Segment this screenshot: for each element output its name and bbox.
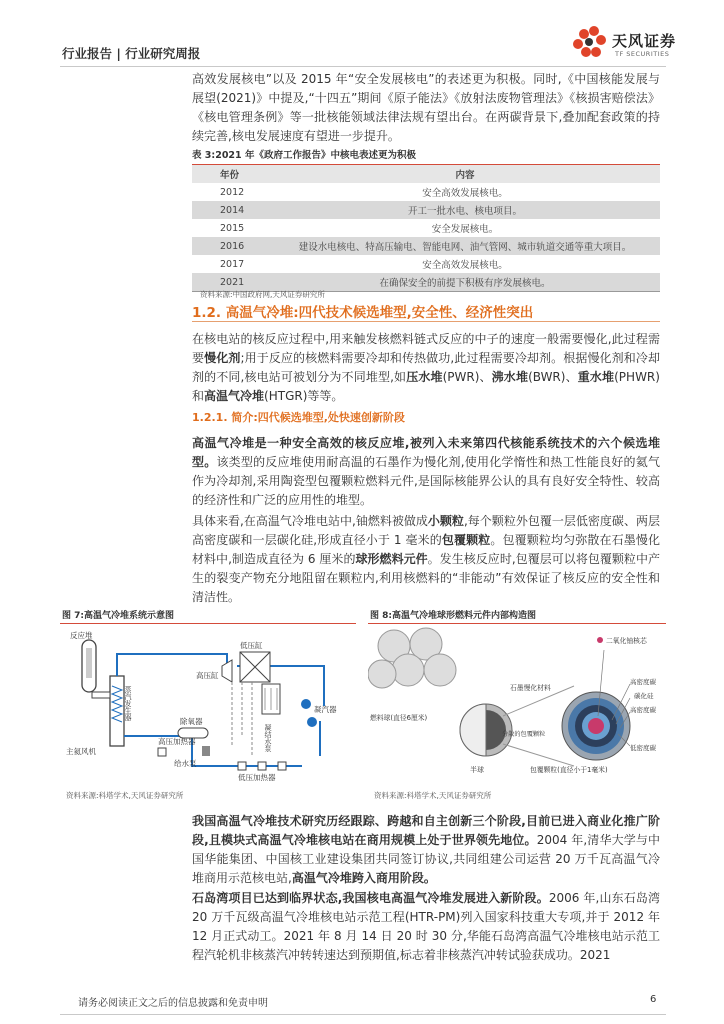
label-fuel-sphere: 燃料球(直径6厘米) — [370, 714, 428, 722]
logo-petal-6 — [591, 47, 601, 57]
figure-7-caption-line — [60, 623, 356, 624]
section-paragraph: 在核电站的核反应过程中,用来触发核燃料链式反应的中子的速度一般需要慢化,此过程需要慢化剂;用于反应的核燃料需要冷却和传热做功,此过程需要冷却剂。根据慢化剂和冷却剂的不同,核电站可被划分为不同堆型,如压水堆(PWR)、沸水堆(BWR)、重水堆(PHWR)和高温气冷堆(HTGR)等等。 — [192, 332, 660, 403]
kernel-key-icon — [597, 637, 603, 643]
label-sic: 碳化硅 — [634, 692, 654, 700]
table-cell-year: 2021 — [192, 273, 270, 292]
table-cell-year: 2012 — [220, 186, 245, 198]
label-feed-pump: 给水泵 — [174, 759, 197, 768]
logo-petal-4 — [573, 39, 583, 49]
lp-heater-box-2 — [258, 762, 266, 770]
subsection-heading: 1.2.1. 简介:四代候选堆型,处快速创新阶段 — [192, 411, 405, 424]
label-high-density-carbon: 高密度碳 — [630, 678, 656, 686]
subsection-paragraph-2: 具体来看,在高温气冷堆电站中,铀燃料被做成小颗粒,每个颗粒外包覆一层低密度碳、两层高密度碳和一层碳化硅,形成直径小于 1 毫米的包覆颗粒。包覆颗粒均匀弥散在石墨慢化材料中,制造成直径为 6 厘米的球形燃料元件。发生核反应时,包覆层可以将包覆颗粒中产生的裂变产物充分地阻留在颗粒内,利用核燃料的“非能动”有效保证了核反应的安全性和清洁性。 — [192, 514, 660, 604]
label-high-density-carbon-2: 高密度碳 — [630, 706, 656, 714]
label-coated-particle: 包覆颗粒(直径小于1毫米) — [530, 766, 608, 774]
table-cell-content: 建设水电核电、特高压输电、智能电网、油气管网、城市轨道交通等重大项目。 — [270, 237, 660, 255]
label-uo2-kernel: 二氧化铀核芯 — [606, 637, 647, 645]
footer-disclaimer: 请务必阅读正文之后的信息披露和免责申明 — [78, 998, 268, 1009]
label-hp-heater: 高压加热器 — [158, 737, 196, 746]
label-hp-cylinder: 高压缸 — [196, 671, 219, 680]
figure-8-diagram — [368, 626, 666, 786]
table-row — [192, 255, 660, 273]
table-cell-content: 安全高效发展核电。 — [422, 188, 508, 199]
extraction-lines — [232, 682, 252, 756]
report-type-title: 行业报告 | 行业研究周报 — [62, 46, 201, 61]
logo-text-en: TF SECURITIES — [615, 50, 670, 58]
table-row — [192, 237, 660, 255]
intro-paragraph: 高效发展核电”以及 2015 年“安全发展核电”的表述更为积极。同时,《中国核能发展与展望(2021)》中提及,“十四五”期间《原子能法》《放射法废物管理法》《核损害赔偿法》《核电管理条例》等一批核能领域法律法规有望出台。在两碳背景下,叠加配套政策的持续完善,核电发展速度有望进一步提升。 — [192, 72, 660, 143]
fuel-sphere-3 — [392, 654, 424, 686]
page-number: 6 — [650, 994, 657, 1005]
fuel-sphere-5 — [368, 660, 396, 688]
table-caption: 表 3:2021 年《政府工作报告》中核电表述更为积极 — [192, 150, 416, 161]
main-blower-duct — [92, 692, 110, 698]
table-cell-year: 2016 — [192, 237, 270, 255]
table-cell-content: 开工一批水电、核电项目。 — [270, 201, 660, 219]
subsection-paragraph-1: 高温气冷堆是一种安全高效的核反应堆,被列入未来第四代核能系统技术的六个候选堆型。该类型的反应堆使用耐高温的石墨作为慢化剂,使用化学惰性和热工性能良好的氦气作为冷却剂,采用陶瓷型包覆颗粒燃料元件,是国际核能界公认的具有良好安全特性、较高的经济性和广泛的应用性的堆型。 — [192, 436, 660, 507]
feedwater-line — [124, 736, 302, 766]
condensate-pump-icon — [307, 717, 317, 727]
table-cell-content: 在确保安全的前提下积极有序发展核电。 — [270, 273, 660, 292]
hp-turbine — [222, 660, 232, 682]
history-paragraph-1: 我国高温气冷堆技术研究历经跟踪、跨越和自主创新三个阶段,目前已进入商业化推广阶段,且模块式高温气冷堆核电站在商用规模上处于世界领先地位。2004 年,清华大学与中国华能集团、中国核工业建设集团共同签订协议,共同组建公司运营 20 万千瓦高温气冷堆商用示范核电站,高温气冷堆跨入商用阶段。 — [192, 814, 661, 885]
table-row — [192, 183, 660, 201]
footer-divider — [60, 1014, 666, 1015]
label-reactor: 反应堆 — [70, 631, 93, 640]
label-dispersed-particles: 分散的包覆颗粒 — [502, 731, 546, 738]
table-cell-content: 安全高效发展核电。 — [422, 260, 508, 271]
table-header-content: 内容 — [270, 165, 660, 184]
label-deaerator: 除氧器 — [180, 717, 203, 726]
label-main-blower: 主氦风机 — [66, 747, 96, 756]
table-header-year: 年份 — [192, 165, 270, 184]
table-cell-year: 2014 — [192, 201, 270, 219]
reactor-core — [86, 648, 92, 678]
hemisphere-cut — [460, 704, 486, 756]
uo2-kernel — [588, 718, 604, 734]
label-graphite-matrix: 石墨慢化材料 — [510, 684, 551, 692]
figure-8-caption: 图 8:高温气冷堆球形燃料元件内部构造图 — [370, 611, 536, 621]
logo-petal-2 — [589, 26, 599, 36]
label-low-density-carbon: 低密度碳 — [630, 744, 656, 752]
table-header-row — [192, 165, 660, 184]
section-underline — [192, 321, 660, 322]
label-lp-heater: 低压加热器 — [238, 773, 276, 782]
header-divider — [60, 66, 666, 67]
figure-8-source: 资料来源:科塔学术,天风证券研究所 — [374, 791, 492, 800]
figure-7-caption: 图 7:高温气冷堆系统示意图 — [62, 611, 174, 621]
logo-text-cn: 天风证券 — [612, 32, 677, 50]
condenser-pump-icon — [301, 699, 311, 709]
feed-pump-box — [202, 746, 210, 756]
figure-7-diagram — [62, 626, 356, 786]
table-cell-year: 2015 — [220, 222, 245, 234]
lp-heater-box-1 — [238, 762, 246, 770]
label-condenser: 凝汽器 — [314, 705, 337, 714]
table-3 — [192, 164, 660, 292]
logo-petal-5 — [581, 47, 591, 57]
lp-heater-box-3 — [278, 762, 286, 770]
hp-heater-box — [158, 748, 166, 756]
table-row — [192, 201, 660, 219]
section-heading: 1.2. 高温气冷堆:四代技术候选堆型,安全性、经济性突出 — [192, 305, 534, 321]
table-source: 资料来源:中国政府网,天风证券研究所 — [200, 290, 325, 299]
logo-petal-1 — [579, 29, 589, 39]
history-paragraph-2: 石岛湾项目已达到临界状态,我国核电高温气冷堆发展进入新阶段。2006 年,山东石岛湾 20 万千瓦级高温气冷堆核电站示范工程(HTR-PM)列入国家科技重大专项,并于 2012 年 12 月正式动工。2021 年 8 月 14 日 20 时 30 分,华能石岛湾高温气冷堆核电站示范工程汽轮机非核蒸汽冲转转速达到预期值,标志着非核蒸汽冲转试验获成功。2021 — [192, 891, 661, 962]
table-cell-year: 2017 — [220, 258, 245, 270]
label-lp-cylinder: 低压缸 — [240, 641, 263, 650]
fuel-sphere-4 — [424, 654, 456, 686]
logo-center — [585, 38, 593, 46]
label-condensate-pump: 凝结水泵 — [264, 724, 272, 752]
table-cell-content: 安全发展核电。 — [431, 224, 499, 235]
figure-7-source: 资料来源:科塔学术,天风证券研究所 — [66, 791, 184, 800]
figure-8-caption-line — [368, 623, 666, 624]
label-steam-gen: 蒸汽发生器 — [124, 686, 132, 721]
table-row — [192, 219, 660, 237]
label-hemisphere: 半球 — [470, 766, 484, 774]
logo-petal-3 — [596, 35, 606, 45]
